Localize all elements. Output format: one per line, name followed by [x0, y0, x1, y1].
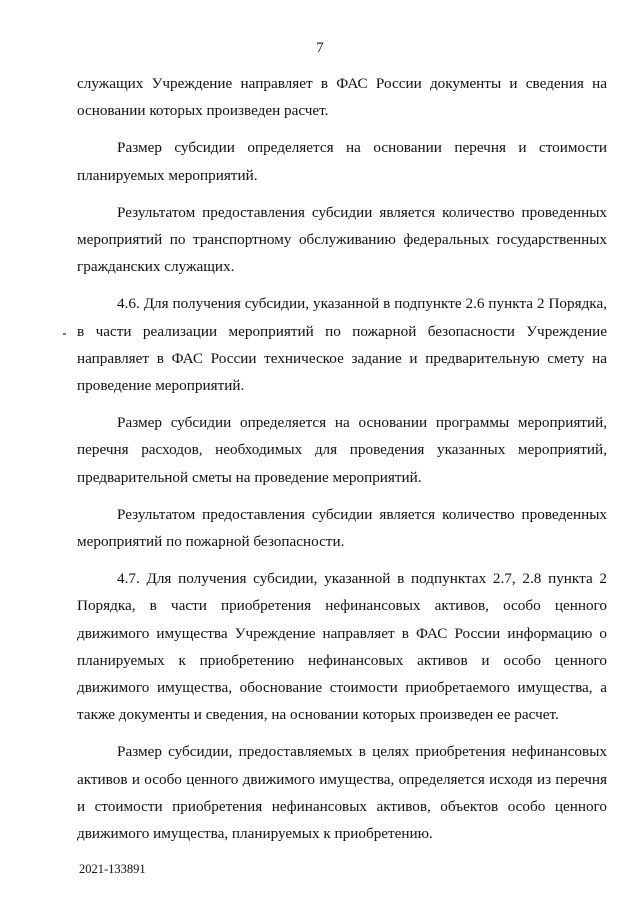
- paragraph-subsidy-result-fire-safety: Результатом предоставления субсидии является количество проведенных мероприятий по пожарной безопасности.: [77, 505, 607, 551]
- paragraph-clause-4-6: 4.6. Для получения субсидии, указанной в подпункте 2.6 пункта 2 Порядка, в части реализации мероприятий по пожарной безопасности Учреждение направляет в ФАС России техническое задание и предварительную смету на проведение мероприятий.: [77, 295, 607, 395]
- scan-artifact: [63, 333, 66, 335]
- paragraph-continuation: служащих Учреждение направляет в ФАС России документы и сведения на основании которых произведен расчет.: [77, 75, 607, 120]
- page-number: 7: [316, 40, 324, 56]
- paragraph-subsidy-size: Размер субсидии определяется на основании перечня и стоимости планируемых мероприятий.: [77, 139, 607, 184]
- paragraph-subsidy-size-program: Размер субсидии определяется на основании программы мероприятий, перечня расходов, необходимых для проведения указанных мероприятий, предварительной сметы на проведение мероприятий.: [77, 414, 607, 486]
- paragraph-clause-4-7: 4.7. Для получения субсидии, указанной в подпунктах 2.7, 2.8 пункта 2 Порядка, в части приобретения нефинансовых активов, особо ценного движимого имущества Учреждение направляет в ФАС России информацию о планируемых к приобретению нефинансовых активов и особо ценного движимого имущества, обоснование стоимости приобретаемого имущества, а также документы и сведения, на основании которых произведен ее расчет.: [77, 570, 607, 724]
- document-body: [77, 70, 607, 857]
- paragraph-subsidy-size-assets: Размер субсидии, предоставляемых в целях приобретения нефинансовых активов и особо ценного движимого имущества, определяется исходя из перечня и стоимости приобретения нефинансовых активов, объектов особо ценного движимого имущества, планируемых к приобретению.: [77, 743, 607, 843]
- document-code: 2021-133891: [79, 862, 146, 876]
- paragraph-subsidy-result-transport: Результатом предоставления субсидии является количество проведенных мероприятий по транспортному обслуживанию федеральных государственных гражданских служащих.: [77, 203, 607, 276]
